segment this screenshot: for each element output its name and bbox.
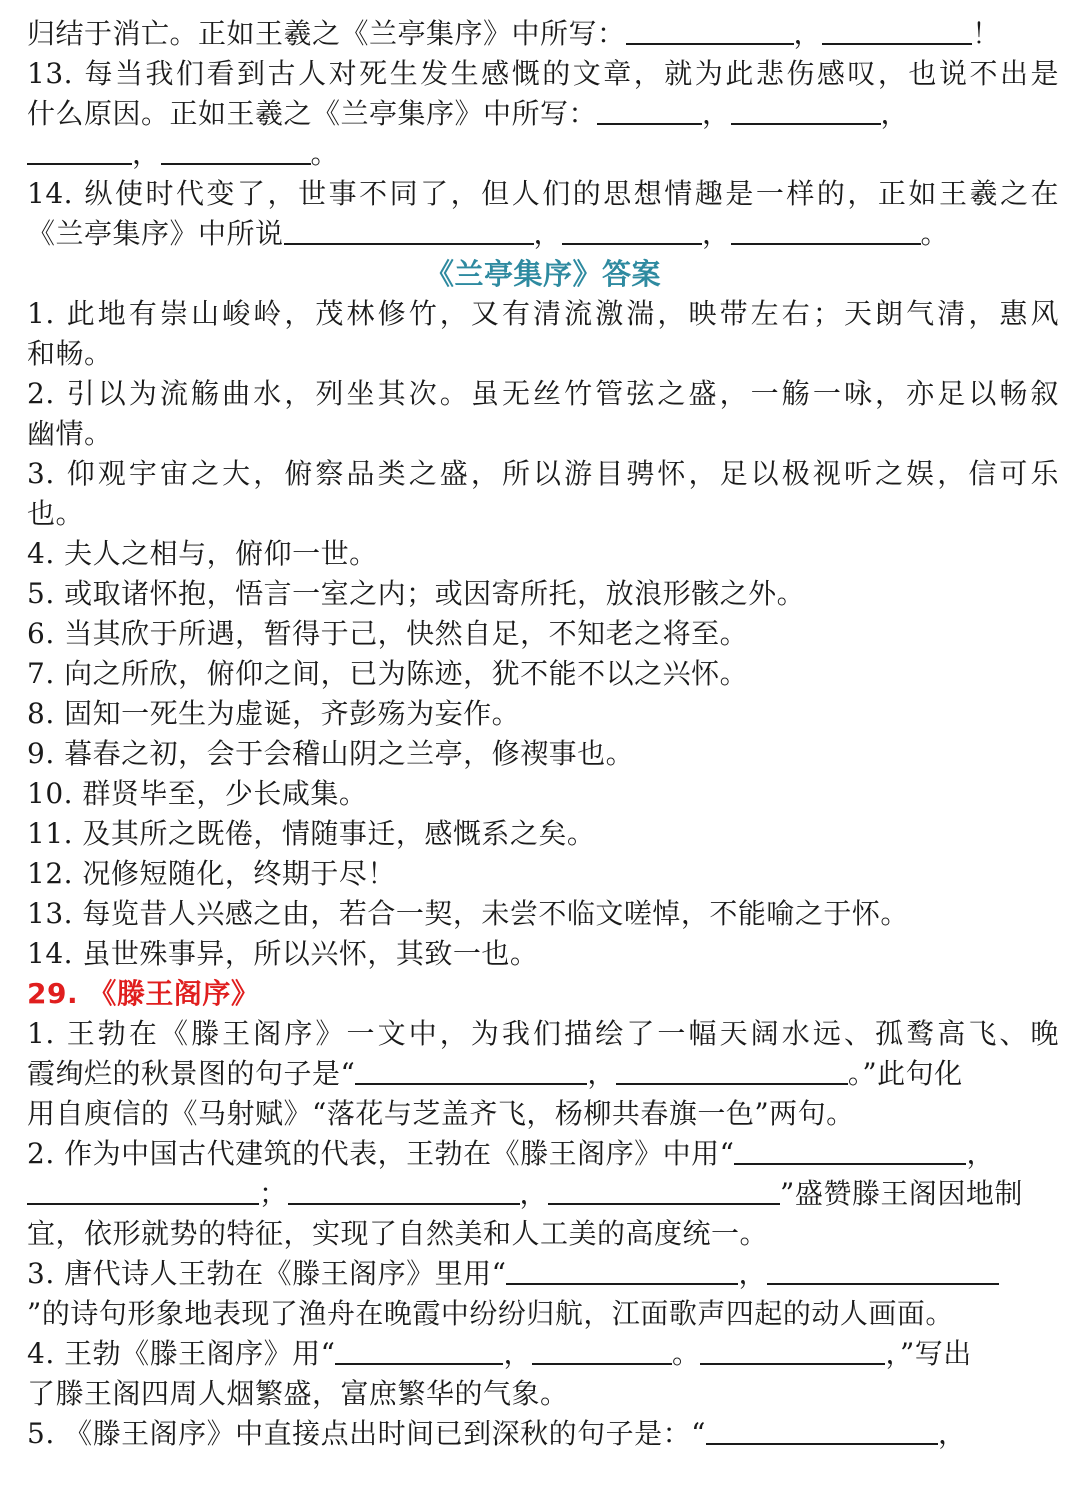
text: 。”此句化 [847,1057,963,1090]
text: ， [132,137,161,170]
answer-line: 7. 向之所欣，俯仰之间，已为陈迹，犹不能不以之兴怀。 [27,657,749,690]
answers-heading: 《兰亭集序》答案 [424,257,661,291]
text: 2. 作为中国古代建筑的代表，王勃在《滕王阁序》中用“ [27,1137,735,1170]
fill-blank[interactable] [355,1057,587,1085]
fill-blank[interactable] [597,97,702,125]
answer-line: 14. 虽世殊事异，所以兴怀，其致一也。 [27,937,539,970]
question-line [27,214,1059,254]
answer-line: 10. 群贤毕至，少长咸集。 [27,777,368,810]
answer-line: 2. 引以为流觞曲水，列坐其次。虽无丝竹管弦之盛，一觞一咏，亦足以畅叙 [27,377,1059,410]
fill-blank[interactable] [616,1057,848,1085]
text: 霞绚烂的秋景图的句子是“ [27,1057,356,1090]
question-line: 了滕王阁四周人烟繁盛，富庶繁华的气象。 [27,1377,569,1410]
text: 。 [671,1337,701,1370]
fill-blank[interactable] [734,1137,966,1165]
answer-line: 11. 及其所之既倦，情随事迁，感慨系之矣。 [27,817,596,850]
question-line: 宜，依形就势的特征，实现了自然美和人工美的高度统一。 [27,1217,769,1250]
text: ； [259,1177,288,1210]
answer-line: 1. 此地有崇山峻岭，茂林修竹，又有清流激湍，映带左右；天朗气清，惠风 [27,297,1059,330]
answer-line: 也。 [27,497,85,530]
question-line [27,94,1059,134]
text: 4. 王勃《滕王阁序》用“ [27,1337,336,1370]
question-line [27,1414,1059,1454]
answer-line: 幽情。 [27,417,113,450]
text: 5. 《滕王阁序》中直接点出时间已到深秋的句子是：“ [27,1417,706,1450]
text: ， [937,1417,967,1450]
text: 《兰亭集序》中所说 [27,217,284,250]
fill-blank[interactable] [767,1257,999,1285]
fill-blank[interactable] [335,1337,503,1365]
fill-blank[interactable] [548,1177,780,1205]
text: ， [519,1177,549,1210]
text: ， [503,1337,532,1370]
text: ， [793,17,823,50]
fill-blank[interactable] [161,137,311,165]
answer-line: 3. 仰观宇宙之大，俯察品类之盛，所以游目骋怀，足以极视听之娱，信可乐 [27,457,1059,490]
fill-blank[interactable] [27,1177,259,1205]
question-line [27,1174,1059,1214]
fill-blank[interactable] [700,1337,885,1365]
text: ， [966,1137,995,1170]
question-line [27,134,1059,174]
fill-blank[interactable] [731,97,881,125]
fill-blank[interactable] [562,217,702,245]
answer-line: 9. 暮春之初，会于会稽山阴之兰亭，修禊事也。 [27,737,635,770]
question-line [27,1054,1059,1094]
fill-blank[interactable] [822,17,972,45]
fill-blank[interactable] [731,217,921,245]
text: 归结于消亡。正如王羲之《兰亭集序》中所写： [27,17,626,50]
answer-line: 和畅。 [27,337,113,370]
answer-line: 13. 每览昔人兴感之由，若合一契，未尝不临文嗟悼，不能喻之于怀。 [27,897,909,930]
text: ， [533,217,563,250]
question-line: 14. 纵使时代变了，世事不同了，但人们的思想情趣是一样的，正如王羲之在 [27,177,1059,210]
answer-line: 8. 固知一死生为虚诞，齐彭殇为妄作。 [27,697,521,730]
text: 。 [920,217,950,250]
fill-blank[interactable] [626,17,794,45]
question-line: 13. 每当我们看到古人对死生发生感慨的文章，就为此悲伤感叹，也说不出是 [27,57,1059,90]
text: ， [738,1257,767,1290]
fill-blank[interactable] [284,217,534,245]
answer-line: 6. 当其欣于所遇，暂得于己，快然自足，不知老之将至。 [27,617,749,650]
text: ”盛赞滕王阁因地制 [780,1177,1023,1210]
answer-line: 12. 况修短随化，终期于尽！ [27,857,396,890]
question-line: 1. 王勃在《滕王阁序》一文中，为我们描绘了一幅天阔水远、孤鹜高飞、晚 [27,1017,1059,1050]
text: ， [587,1057,616,1090]
question-line [27,1334,1059,1374]
answer-line: 4. 夫人之相与，俯仰一世。 [27,537,378,570]
section-heading: 29. 《滕王阁序》 [27,977,260,1010]
question-line [27,1134,1059,1174]
answer-line: 5. 或取诸怀抱，悟言一室之内；或因寄所托，放浪形骸之外。 [27,577,806,610]
text: ， [702,217,731,250]
document-page [27,14,1059,1454]
text: ， [702,97,731,130]
text: ，”写出 [885,1337,972,1370]
fill-blank[interactable] [288,1177,520,1205]
question-line: 用自庾信的《马射赋》“落花与芝盖齐飞，杨柳共春旗一色”两句。 [27,1097,855,1130]
question-line [27,1254,1059,1294]
fill-blank[interactable] [506,1257,738,1285]
question-line: ”的诗句形象地表现了渔舟在晚霞中纷纷归航，江面歌声四起的动人画面。 [27,1297,954,1330]
fill-blank[interactable] [532,1337,672,1365]
question-line [27,14,1059,54]
text: ， [880,97,910,130]
text: 3. 唐代诗人王勃在《滕王阁序》里用“ [27,1257,507,1290]
fill-blank[interactable] [706,1417,938,1445]
text: ！ [972,17,1001,50]
text: 什么原因。正如王羲之《兰亭集序》中所写： [27,97,598,130]
text: 。 [310,137,340,170]
fill-blank[interactable] [27,137,132,165]
